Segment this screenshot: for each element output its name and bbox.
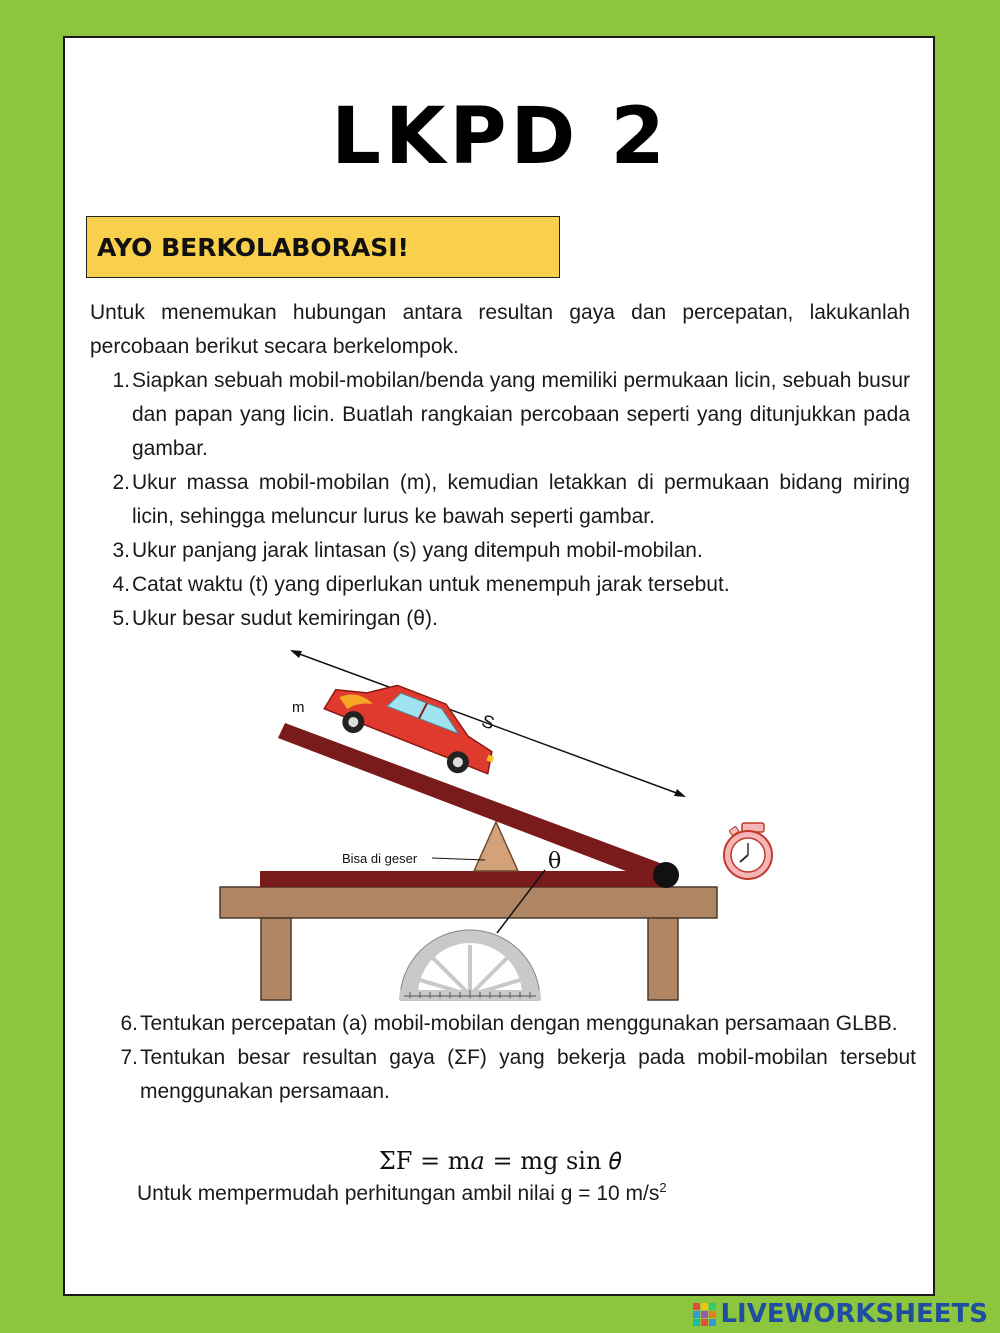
slider-pointer	[432, 858, 485, 860]
logo-icon	[693, 1303, 716, 1326]
toy-car[interactable]	[320, 664, 506, 784]
mass-label: m	[292, 699, 305, 716]
angle-label: θ	[548, 849, 562, 874]
slider-label: Bisa di geser	[342, 851, 418, 866]
wedge-support[interactable]	[474, 822, 518, 871]
distance-label: S	[479, 710, 497, 734]
step-text: Tentukan besar resultan gaya (ΣF) yang bekerja pada mobil-mobilan tersebut menggunakan persamaan.	[140, 1046, 916, 1103]
section-banner: AYO BERKOLABORASI!	[86, 216, 560, 278]
pivot-ball	[653, 862, 679, 888]
stopwatch-icon	[724, 823, 772, 879]
step-text: Tentukan percepatan (a) mobil-mobilan dengan menggunakan persamaan GLBB.	[140, 1012, 898, 1035]
list-item: 5. Ukur besar sudut kemiringan (θ).	[112, 607, 438, 630]
list-item: 4. Catat waktu (t) yang diperlukan untuk menempuh jarak tersebut.	[112, 573, 730, 596]
step-text: Siapkan sebuah mobil-mobilan/benda yang memiliki permukaan licin, sebuah busur dan papan yang licin. Buatlah rangkaian percobaan seperti yang ditunjukkan pada gambar.	[132, 369, 910, 460]
intro-paragraph: Untuk menemukan hubungan antara resultan gaya dan percepatan, lakukanlah percobaan berikut secara berkelompok.	[90, 301, 910, 358]
gravity-note: Untuk mempermudah perhitungan ambil nilai g = 10 $m/s^2$	[137, 1180, 667, 1205]
step-text: Ukur besar sudut kemiringan (θ).	[132, 607, 438, 630]
list-item: 7. Tentukan besar resultan gaya (ΣF) yang bekerja pada mobil-mobilan tersebut menggunakan persamaan.	[120, 1046, 916, 1103]
protractor[interactable]	[400, 930, 540, 1000]
list-item: 1. Siapkan sebuah mobil-mobilan/benda yang memiliki permukaan licin, sebuah busur dan papan yang licin. Buatlah rangkaian percobaan seperti yang ditunjukkan pada gambar.	[112, 369, 910, 460]
liveworksheets-logo[interactable]: LIVEWORKSHEETS	[693, 1299, 988, 1329]
step-text: Catat waktu (t) yang diperlukan untuk menempuh jarak tersebut.	[132, 573, 730, 596]
page-title: LKPD 2	[331, 92, 669, 182]
step-text: Ukur massa mobil-mobilan (m), kemudian letakkan di permukaan bidang miring licin, sehingga meluncur lurus ke bawah seperti gambar.	[132, 471, 910, 528]
step-text: Ukur panjang jarak lintasan (s) yang ditempuh mobil-mobilan.	[132, 539, 703, 562]
list-item: 6. Tentukan percepatan (a) mobil-mobilan dengan menggunakan persamaan GLBB.	[120, 1012, 898, 1035]
steps-list-2	[98, 1007, 916, 1109]
force-formula: ΣF = m𝑎 = mg sin 𝜃	[378, 1147, 622, 1175]
list-item: 2. Ukur massa mobil-mobilan (m), kemudian letakkan di permukaan bidang miring licin, sehingga meluncur lurus ke bawah seperti gambar.	[112, 471, 910, 528]
base-board	[260, 871, 665, 887]
list-item: 3. Ukur panjang jarak lintasan (s) yang ditempuh mobil-mobilan.	[112, 539, 703, 562]
